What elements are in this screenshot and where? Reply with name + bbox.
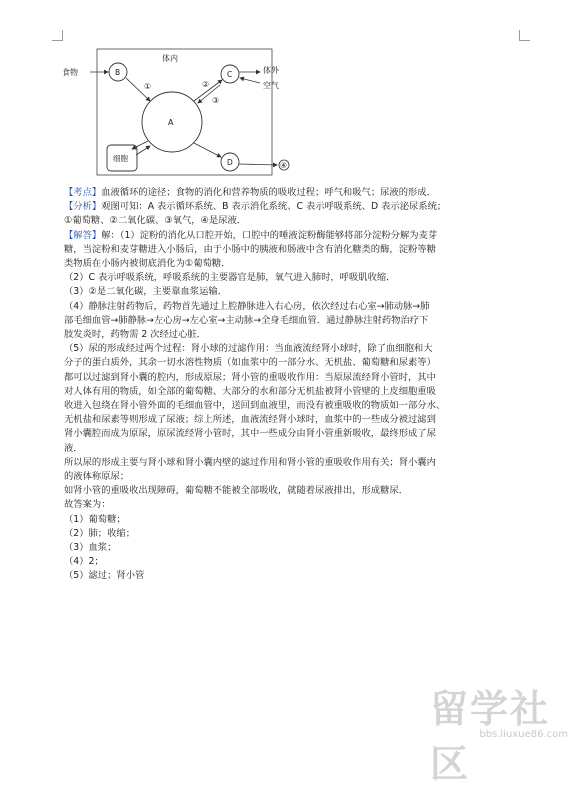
arrow-a-d bbox=[194, 143, 221, 157]
text-line: （4）2； bbox=[64, 556, 104, 568]
text-line: （3）②是二氧化碳，主要靠血浆运输． bbox=[64, 286, 227, 298]
text-line: 收进入包绕在肾小管外面的毛细血管中，送回到血液里，而没有被重吸收的物质如一部分水、 bbox=[64, 400, 446, 412]
text-line: 糖，当淀粉和麦芽糖进入小肠后，由于小肠中的胰液和肠液中含有消化糖类的酶，淀粉等糖 bbox=[64, 243, 436, 255]
label-a: A bbox=[168, 118, 174, 127]
watermark-brand: 留学社区 bbox=[430, 687, 551, 786]
text-line: 故答案为： bbox=[64, 499, 111, 511]
label-c: C bbox=[227, 70, 233, 79]
text-line: （1）葡萄糖； bbox=[64, 513, 126, 525]
label-n4: ④ bbox=[280, 161, 288, 170]
jieda-tag: 【解答】 bbox=[64, 229, 102, 241]
text-line: （3）血浆； bbox=[64, 542, 117, 554]
label-cell: 细胞 bbox=[113, 154, 128, 163]
text-line: 所以尿的形成主要与肾小球和肾小囊内壁的滤过作用和肾小管的重吸收作用有关；肾小囊内 bbox=[64, 456, 436, 468]
fenxi-line-2: ①葡萄糖、②二氧化碳、③氧气，④是尿液． bbox=[64, 215, 247, 227]
label-in-body: 体内 bbox=[162, 54, 178, 63]
answer-text bbox=[64, 186, 522, 584]
text-line: 部毛细血管→肺静脉→左心房→左心室→主动脉→全身毛细血管．通过静脉注射药物治疗下 bbox=[64, 314, 429, 326]
text-line: 类物质在小肠内被彻底消化为①葡萄糖． bbox=[64, 258, 231, 270]
answer-body bbox=[64, 243, 522, 584]
text-line: 如肾小管的重吸收出现障碍，葡萄糖不能被全部吸收，就随着尿液排出，形成糖尿． bbox=[64, 485, 408, 497]
text-line: （2）肺；收缩； bbox=[64, 527, 135, 539]
label-n1: ① bbox=[144, 82, 152, 91]
text-line: （5）尿的形成经过两个过程：肾小球的过滤作用：当血液流经肾小球时，除了血细胞和大 bbox=[64, 343, 433, 355]
text-line: 都可以过滤到肾小囊的腔内，形成原尿；肾小管的重吸收作用：当原尿流经肾小管时，其中 bbox=[64, 371, 436, 383]
fenxi-tag: 【分析】 bbox=[64, 201, 102, 213]
label-b: B bbox=[115, 68, 121, 77]
text-line: 液． bbox=[64, 442, 83, 454]
system-diagram bbox=[60, 45, 320, 180]
label-food: 食物 bbox=[62, 68, 78, 77]
kaodian-line bbox=[64, 186, 522, 200]
watermark-logo bbox=[430, 678, 580, 786]
text-line: 的液体称原尿； bbox=[64, 471, 130, 483]
text-line: 无机盐和尿素等则形成了尿液；综上所述，血液流经肾小球时，血浆中的一些成分被过滤到 bbox=[64, 414, 436, 426]
label-out-body: 体外 bbox=[263, 66, 279, 75]
text-line: （4）静脉注射药物后，药物首先通过上腔静脉进入右心房，依次经过右心室→肺动脉→肺 bbox=[64, 300, 430, 312]
page-corner-mark-left bbox=[52, 30, 63, 41]
text-line: 对人体有用的物质，如全部的葡萄糖、大部分的水和部分无机盐被肾小管壁的上皮细胞重吸 bbox=[64, 385, 436, 397]
jieda-text: 解：（1）淀粉的消化从口腔开始，口腔中的唾液淀粉酶能够将部分淀粉分解为麦芽 bbox=[101, 229, 438, 241]
jieda-line bbox=[64, 229, 522, 243]
watermark-url: bbs.liuxue86.com bbox=[479, 729, 568, 740]
label-n2: ② bbox=[202, 80, 210, 89]
fenxi-line bbox=[64, 200, 522, 214]
text-line: （5）滤过；肾小管 bbox=[64, 570, 145, 582]
page-corner-mark-right bbox=[519, 30, 530, 41]
label-d: D bbox=[227, 158, 233, 167]
kaodian-tag: 【考点】 bbox=[64, 187, 102, 198]
text-line: 肾小囊腔而成为原尿，原尿流经肾小管时，其中一些成分由肾小管重新吸收，最终形成了尿 bbox=[64, 428, 436, 440]
label-air: 空气 bbox=[263, 81, 279, 90]
arrow-d-4 bbox=[239, 164, 277, 165]
text-line: （2）C 表示呼吸系统，呼吸系统的主要器官是肺，氧气进入肺时，呼吸肌收缩． bbox=[64, 272, 396, 284]
arrow-air-c bbox=[240, 78, 260, 83]
arrow-cell-a bbox=[136, 146, 150, 155]
label-n3: ③ bbox=[212, 96, 220, 105]
text-line: 分子的蛋白质外，其余一切水溶性物质（如血浆中的一部分水、无机盐、葡萄糖和尿素等） bbox=[64, 357, 436, 369]
kaodian-text: 血液循环的途径；食物的消化和营养物质的吸收过程；呼气和吸气；尿液的形成． bbox=[101, 187, 436, 198]
text-line: 肢发炎时，药物需 2 次经过心脏． bbox=[64, 329, 206, 341]
fenxi-text: 观图可知：A 表示循环系统、B 表示消化系统、C 表示呼吸系统、D 表示泌尿系统； bbox=[101, 201, 447, 213]
